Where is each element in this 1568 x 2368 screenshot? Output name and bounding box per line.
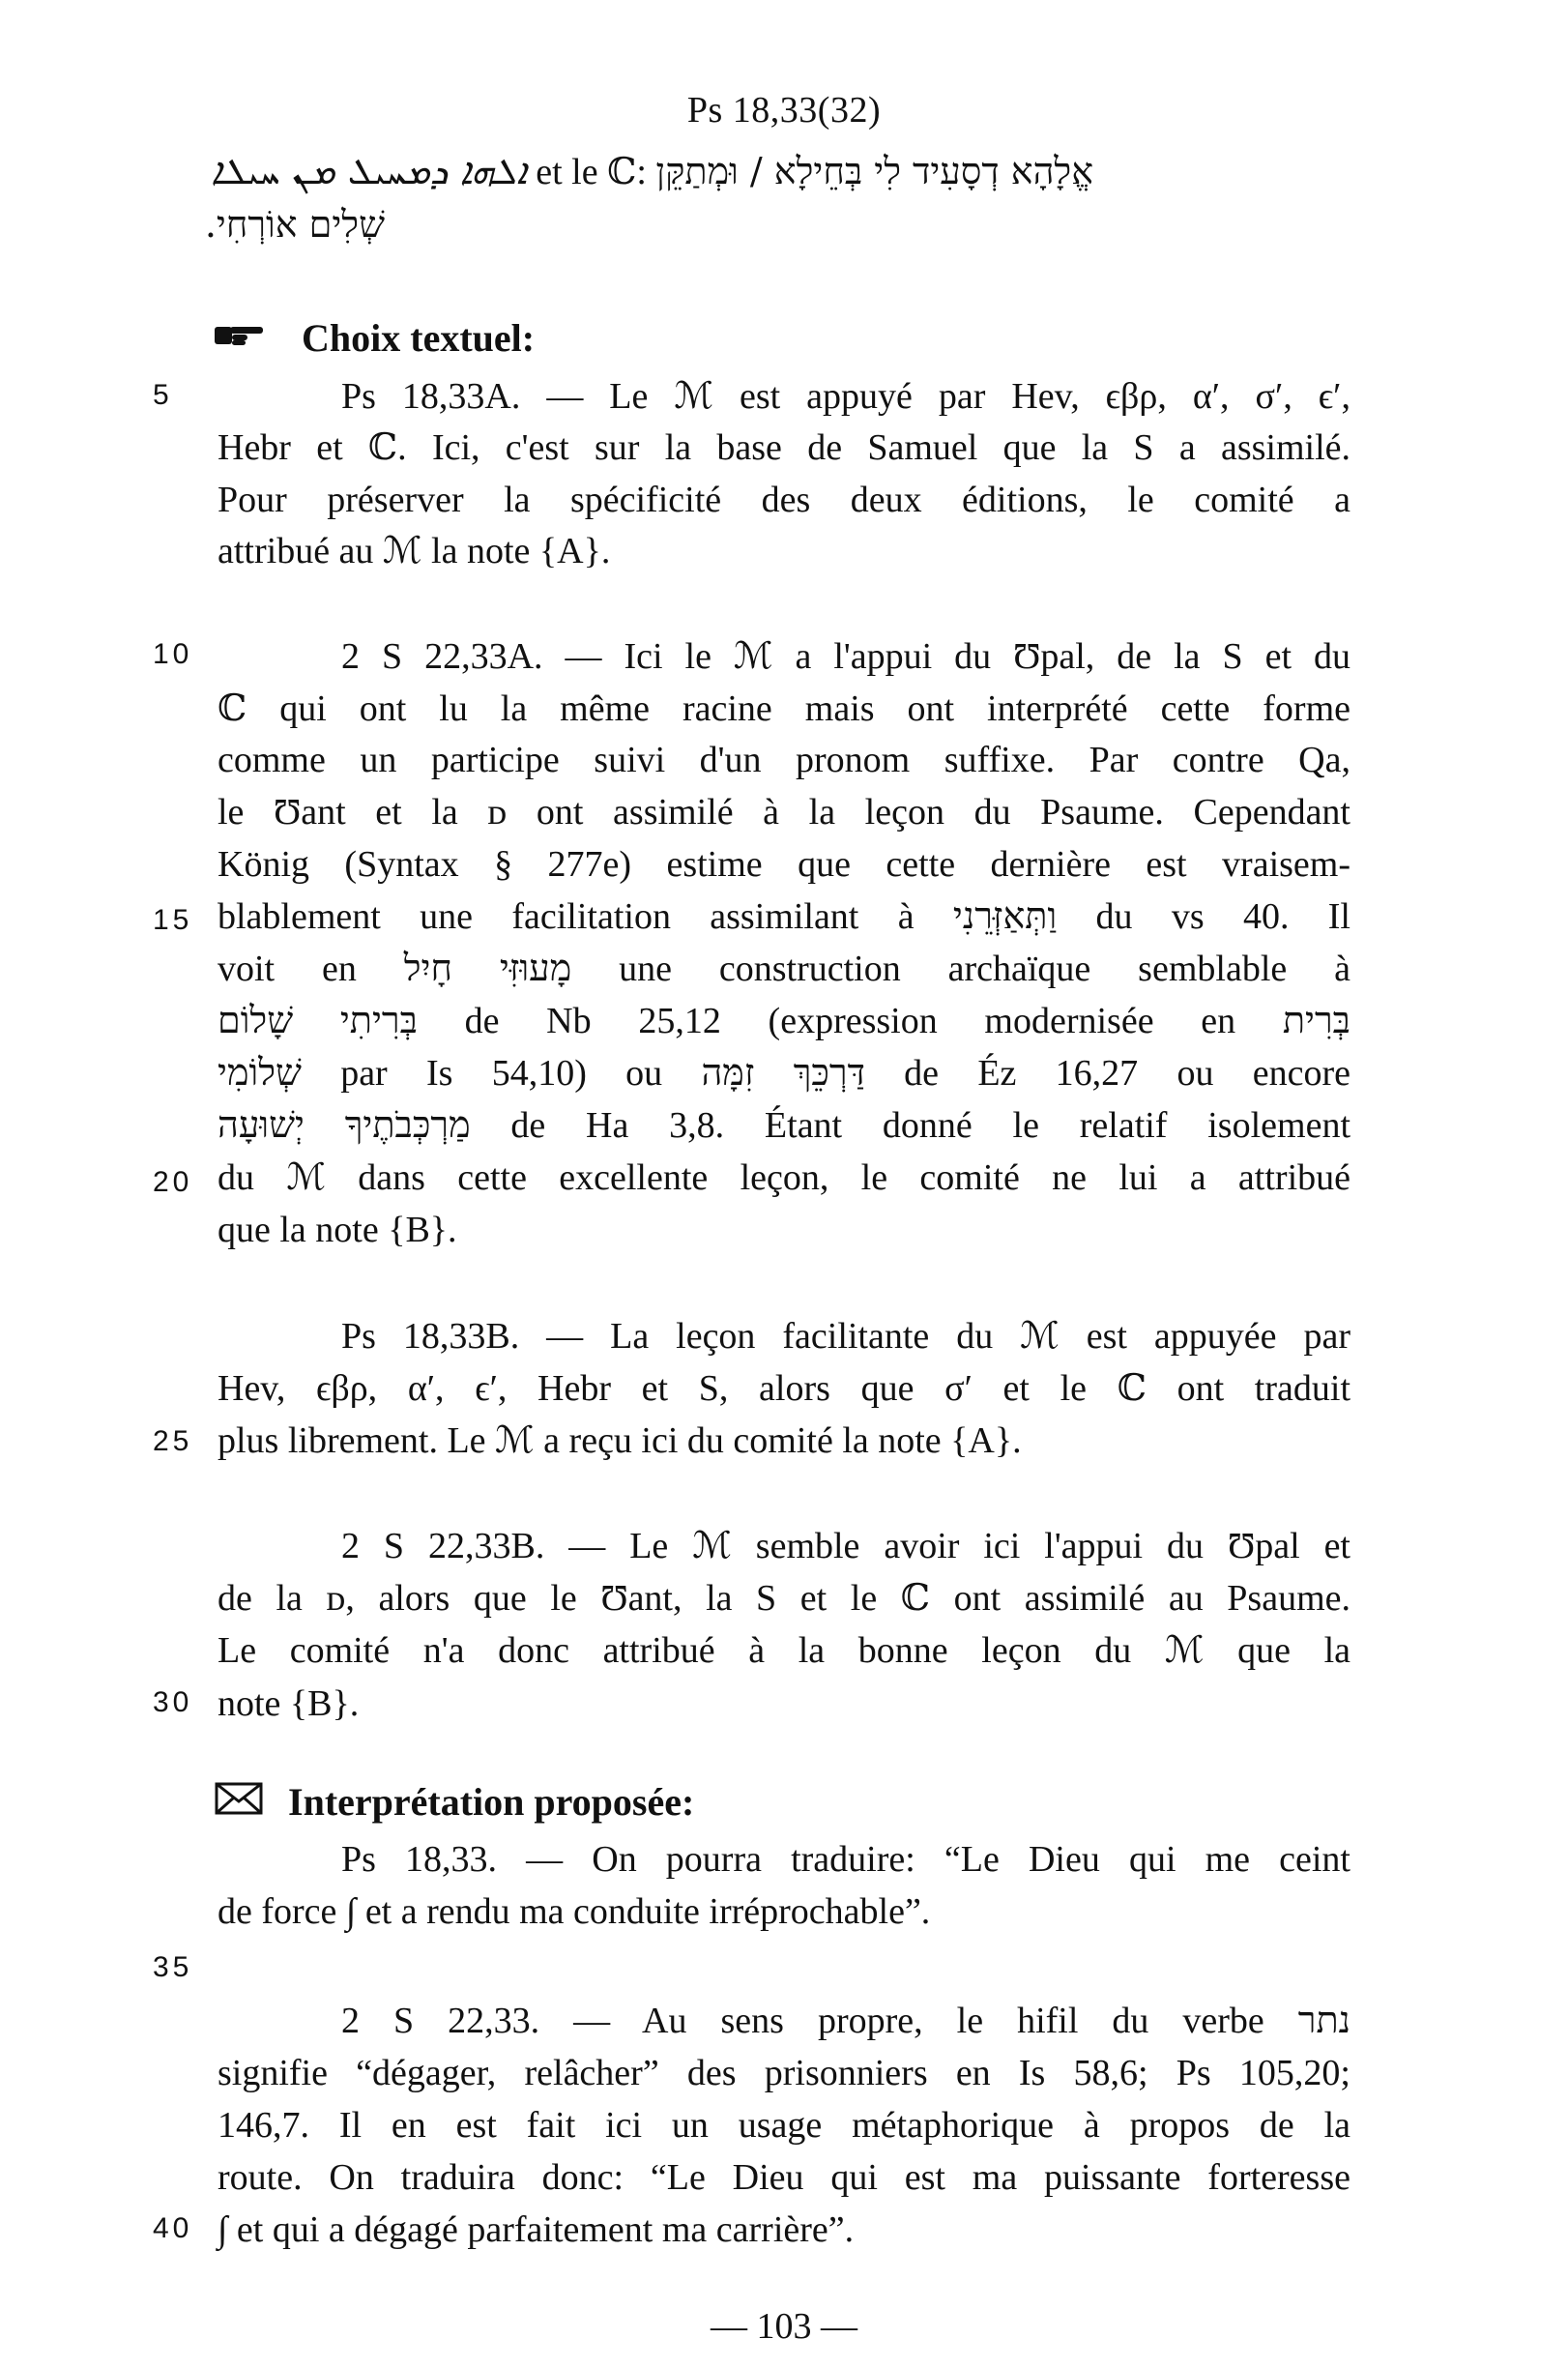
body-line: Ps 18,33. — On pourra traduire: “Le Dieu qui me ceint [341, 1839, 1350, 1880]
interpretation-heading: Interprétation proposée: [288, 1780, 695, 1824]
body-line: שְׁלוֹמִי par Is 54,10) ou דַּרְכֵּךְ זִמָּה de Éz 16,27 ou encore [218, 1053, 1350, 1094]
running-header: Ps 18,33(32) [686, 90, 882, 131]
pointing-hand-icon [213, 319, 267, 348]
body-line: Hebr et ℂ. Ici, c'est sur la base de Samuel que la S a assimilé. [218, 427, 1350, 468]
body-line: Ps 18,33B. — La leçon facilitante du ℳ est appuyée par [341, 1316, 1350, 1357]
body-line: comme un participe suivi d'un pronom suffixe. Par contre Qa, [218, 740, 1350, 780]
body-line: route. On traduira donc: “Le Dieu qui est ma puissante forteresse [218, 2157, 1350, 2198]
body-line: le Ʊant et la ᴅ ont assimilé à la leçon du Psaume. Cependant [218, 792, 1350, 833]
body-line: ∫ et qui a dégagé parfaitement ma carrière”. [218, 2209, 855, 2250]
body-line: 2 S 22,33. — Au sens propre, le hifil du verbe נתר [341, 2001, 1350, 2041]
body-line: 2 S 22,33A. — Ici le ℳ a l'appui du Ʊpal, de la S et du [341, 636, 1350, 677]
intro-line-2: שְׁלִים אוֹרְחִי. [204, 203, 385, 246]
line-number: 10 [153, 638, 193, 670]
line-number: 40 [153, 2212, 193, 2244]
body-line: de force ∫ et a rendu ma conduite irréprochable”. [218, 1891, 931, 1932]
body-line: 2 S 22,33B. — Le ℳ semble avoir ici l'appui du Ʊpal et [341, 1526, 1350, 1566]
body-line: signifie “dégager, relâcher” des prisonniers en Is 58,6; Ps 105,20; [218, 2053, 1350, 2093]
page-number: — 103 — [711, 2306, 857, 2347]
intro-connector: et le ℂ: [536, 152, 647, 192]
body-line: du ℳ dans cette excellente leçon, le comité ne lui a attribué [218, 1157, 1350, 1198]
body-line: ℂ qui ont lu la même racine mais ont interprété cette forme [218, 688, 1350, 729]
intro-line-1 [211, 145, 1093, 198]
line-number: 20 [153, 1166, 193, 1198]
body-line: Hev, ϵβρ, α′, ϵ′, Hebr et S, alors que σ′ et le ℂ ont traduit [218, 1368, 1350, 1409]
body-line: note {B}. [218, 1683, 360, 1724]
syriac-text: ܐܠܗܐ ܕܡܚܝܠ ܡܢ ܚܝܠܐ [211, 150, 527, 192]
body-line: בְּרִיתִי שָׁלוֹם de Nb 25,12 (expression modernisée en בְּרִית [218, 1001, 1350, 1041]
body-line: Le comité n'a donc attribué à la bonne leçon du ℳ que la [218, 1630, 1350, 1671]
line-number: 30 [153, 1686, 193, 1718]
body-line: Ps 18,33A. — Le ℳ est appuyé par Hev, ϵβρ, α′, σ′, ϵ′, [341, 376, 1350, 417]
body-line: Pour préserver la spécificité des deux éditions, le comité a [218, 480, 1350, 520]
line-number: 5 [153, 379, 173, 411]
line-number: 25 [153, 1425, 193, 1457]
line-number: 35 [153, 1951, 193, 1983]
aramaic-text: אֱלָהָא דְסָעִיד לִי בְּחֵילָא / וּמְתַקֵּן [655, 150, 1094, 192]
body-line: blablement une facilitation assimilant à וַתְּאַזְּרֵנִי du vs 40. Il [218, 896, 1350, 937]
line-number: 15 [153, 904, 193, 936]
body-line: attribué au ℳ la note {A}. [218, 531, 611, 571]
envelope-icon [215, 1782, 263, 1815]
body-line: que la note {B}. [218, 1210, 457, 1250]
body-line: König (Syntax § 277e) estime que cette dernière est vraisem- [218, 844, 1350, 885]
body-line: de la ᴅ, alors que le Ʊant, la S et le ℂ ont assimilé au Psaume. [218, 1578, 1350, 1619]
choix-textuel-heading: Choix textuel: [302, 316, 536, 360]
body-line: plus librement. Le ℳ a reçu ici du comité la note {A}. [218, 1420, 1022, 1461]
body-line: voit en מָעוּזִּי חָיִל une construction archaïque semblable à [218, 949, 1350, 989]
body-line: 146,7. Il en est fait ici un usage métaphorique à propos de la [218, 2105, 1350, 2146]
body-line: מַרְכְּבֹתֶיךָ יְשׁוּעָה de Ha 3,8. Étant donné le relatif isolement [218, 1105, 1350, 1146]
